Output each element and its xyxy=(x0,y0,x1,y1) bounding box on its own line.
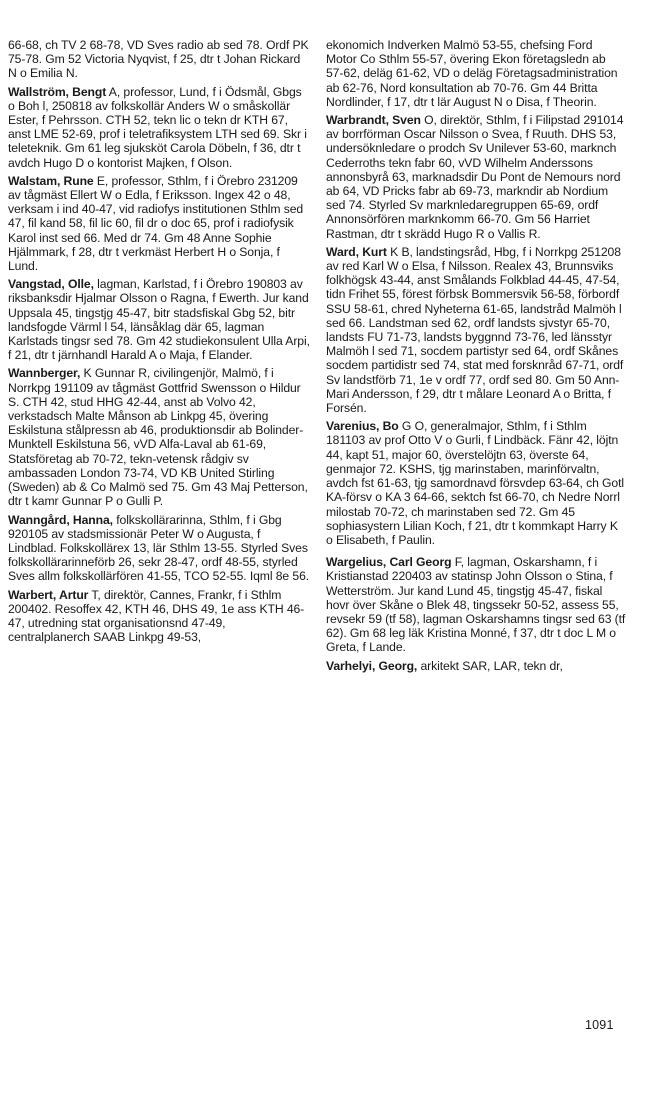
entry-text: K Gunnar R, civilingenjör, Malmö, f i Norrkpg 191109 av tågmäst Gottfrid Swensson o Hildur S. CTH 42, stud HHG 42-44, anst ab Volvo 42, verkstadsch Malte Månson ab Linkpg 45, övering Eskilstuna stålpressn ab 46, produktionsdir ab Bolinder-Munktell Eskilstuna 56, vVD Alfa-Laval ab 61-69, Statsföretag ab 70-72, tekn-vetensk rådgiv sv ambassaden London 73-74, VD KB United Stirling (Sweden) ab & Co Malmö sed 75. Gm 43 Maj Petterson, dtr t kamr Gunnar P o Gulli P. xyxy=(8,366,308,509)
entry-text: O, direktör, Sthlm, f i Filipstad 291014 av borrförman Oscar Nilsson o Svea, f Ruuth. DHS 53, undersöknledare o prodch Sv Unilever 53-60, marknch Cederroths tekn fabr 60, vVD Wilhelm Anderssons annonsbyrå 63, marknadsdir Du Pont de Nemours nord ab 64, VD Pricks fabr ab 69-73, markndir ab Nordium sed 74. Styrled Sv marknledaregruppen 65-69, ordf Annonsörfören marknkomm 66-70. Gm 56 Harriet Rastman, dtr t skrädd Hugo R o Vallis R. xyxy=(326,113,624,241)
entry-name: Ward, Kurt xyxy=(326,244,387,259)
entry-continuation xyxy=(326,38,626,109)
entry-text: arkitekt SAR, LAR, tekn dr, xyxy=(417,658,563,673)
entry-wallstrom xyxy=(8,85,310,170)
entry-text: G O, generalmajor, Sthlm, f i Sthlm 181103 av prof Otto V o Gurli, f Lindbäck. Fänr 42, löjtn 44, kapt 51, major 60, överstelöjtn 63, överste 64, genmajor 72. KSHS, tjg marinstaben, marinförvaltn, avdch fst 61-63, tjg samordnavd försvdep 63-64, ch Gotl KA-försv o KA 3 64-66, sektch fst 66-70, ch Nedre Norrl milostab 70-72, ch marinstaben sed 72. Gm 45 sophiasystern Lilian Koch, f 21, dtr t kommkapt Harry K o Elisabeth, f Paulin. xyxy=(326,419,624,547)
entry-name: Wallström, Bengt xyxy=(8,84,107,99)
entry-text: folkskollärarinna, Sthlm, f i Gbg 920105 av stadsmissionär Peter W o Augusta, f Lindblad. Folkskollärex 13, lär Sthlm 13-55. Styrled Sves folkskollärarinneförb 26, sekr 28-47, ordf 48-55, styrled Sves allm folkskollärfören 41-55, TCO 52-55. Iqml 8e 56. xyxy=(8,512,310,584)
entry-wanngard xyxy=(8,513,310,584)
entry-name: Wargelius, Carl Georg xyxy=(326,555,452,570)
entry-warbrandt xyxy=(326,113,626,241)
entry-text: F, lagman, Oskarshamn, f i Kristianstad 220403 av statinsp John Olsson o Stina, f Wetterström. Jur kand Lund 45, tingstjg 45-47, fiskal hovr över Skåne o Blek 48, tingssekr 50-52, assess 55, revsekr 59 (tf 58), lagman Oskarshamns tingsr sed 63 (tf 62). Gm 68 leg läk Kristina Monné, f 37, dtr t doc L M o Greta, f Lande. xyxy=(326,555,626,655)
entry-warbert xyxy=(8,588,310,645)
entry-name: Warbert, Artur xyxy=(8,587,89,602)
entry-text: T, direktör, Cannes, Frankr, f i Sthlm 200402. Resoffex 42, KTH 46, DHS 49, 1e ass KTH 46-47, utredning stat organisationsnd 47-49, centralplanerch SAAB Linkpg 49-53, xyxy=(8,587,305,645)
entry-name: Walstam, Rune xyxy=(8,173,94,188)
entry-text: 66-68, ch TV 2 68-78, VD Sves radio ab sed 78. Ordf PK 75-78. Gm 52 Victoria Nyqvist, f 25, dtr t Johan Rickard N o Emilia N. xyxy=(8,38,309,81)
entry-text: A, professor, Lund, f i Ödsmål, Gbgs o Boh l, 250818 av folkskollär Anders W o småskollär Ester, f Pehrsson. CTH 52, tekn lic o tekn dr KTH 67, anst LME 52-69, prof i teletrafiksystem LTH sed 69. Skr i teleteknik. Gm 61 leg sjuksköt Carola Döbeln, f 36, dtr t avdch Hugo D o kontorist Majken, f Olson. xyxy=(8,84,307,170)
entry-walstam xyxy=(8,174,310,273)
entry-name: Wannberger, xyxy=(8,366,81,381)
entry-ward xyxy=(326,245,626,415)
left-column xyxy=(8,38,310,648)
entry-name: Vangstad, Olle, xyxy=(8,277,94,292)
entry-text: E, professor, Sthlm, f i Örebro 231209 av tågmäst Ellert W o Edla, f Eriksson. Ingex 42 o 48, verksam i ind 40-47, vid radiofys institutionen Sthlm sed 47, fil kand 58, fil lic 60, fil dr o doc 65, prof i radiofysik Karol inst sed 66. Med dr 74. Gm 48 Anne Sophie Hjälmmark, f 28, dtr t verkmäst Herbert H o Sonja, f Lund. xyxy=(8,173,304,274)
entry-name: Varenius, Bo xyxy=(326,419,399,434)
entry-continuation xyxy=(8,38,310,81)
entry-varhelyi xyxy=(326,659,626,673)
entry-text: K B, landstingsråd, Hbg, f i Norrkpg 251208 av red Karl W o Elsa, f Nilsson. Realex 43, Brunnsviks folkhögsk 43-44, anst Smålands Folkblad 44-45, 47-54, tidn Frihet 55, förest förbsk Bommersvik 56-58, förbordf SSU 58-61, chred Nyheterna 61-65, landstråd Malmöh l sed 66. Landstman sed 62, ordf landsts sjvstyr 65-70, landsts FU 71-73, landsts byggnnd 73-76, led länsstyr Malmöh l sed 71, socdem partistyr sed 64, ordf Skånes socdem partidistr sed 74, stat med forsknråd 67-71, ordf Sv landstförb 71, 1e v ordf 77, ordf sed 80. Gm 50 Ann-Mari Andersson, f 29, dtr t målare Leonard A o Britta, f Forsén. xyxy=(326,244,624,416)
right-column xyxy=(326,38,626,677)
entry-name: Wanngård, Hanna, xyxy=(8,512,113,527)
entry-name: Varhelyi, Georg, xyxy=(326,658,418,673)
page-number: 1091 xyxy=(585,1018,614,1032)
entry-wargelius xyxy=(326,555,626,654)
entry-vangstad xyxy=(8,277,310,362)
entry-wannberger xyxy=(8,366,310,508)
entry-text: ekonomich Indverken Malmö 53-55, chefsing Ford Motor Co Sthlm 55-57, övering Ekon företagsledn ab 57-62, deläg 61-62, VD o deläg Företagsadministration ab 62-76, Nord konsultation ab 70-76. Gm 44 Britta Nordlinder, f 17, dtr t lär August N o Disa, f Theorin. xyxy=(326,38,618,109)
entry-text: lagman, Karlstad, f i Örebro 190803 av riksbanksdir Hjalmar Olsson o Ragna, f Ewerth. Jur kand Uppsala 45, tingstjg 45-47, bitr stadsfiskal Gbg 52, bitr landsfogde Värml l 54, länsåklag där 65, lagman Karlstads tingsr sed 78. Gm 42 studiekonsulent Ulla Arpi, f 21, dtr t järnhandl Harald A o Maja, f Elander. xyxy=(8,277,310,363)
entry-name: Warbrandt, Sven xyxy=(326,113,421,128)
entry-varenius xyxy=(326,419,626,547)
